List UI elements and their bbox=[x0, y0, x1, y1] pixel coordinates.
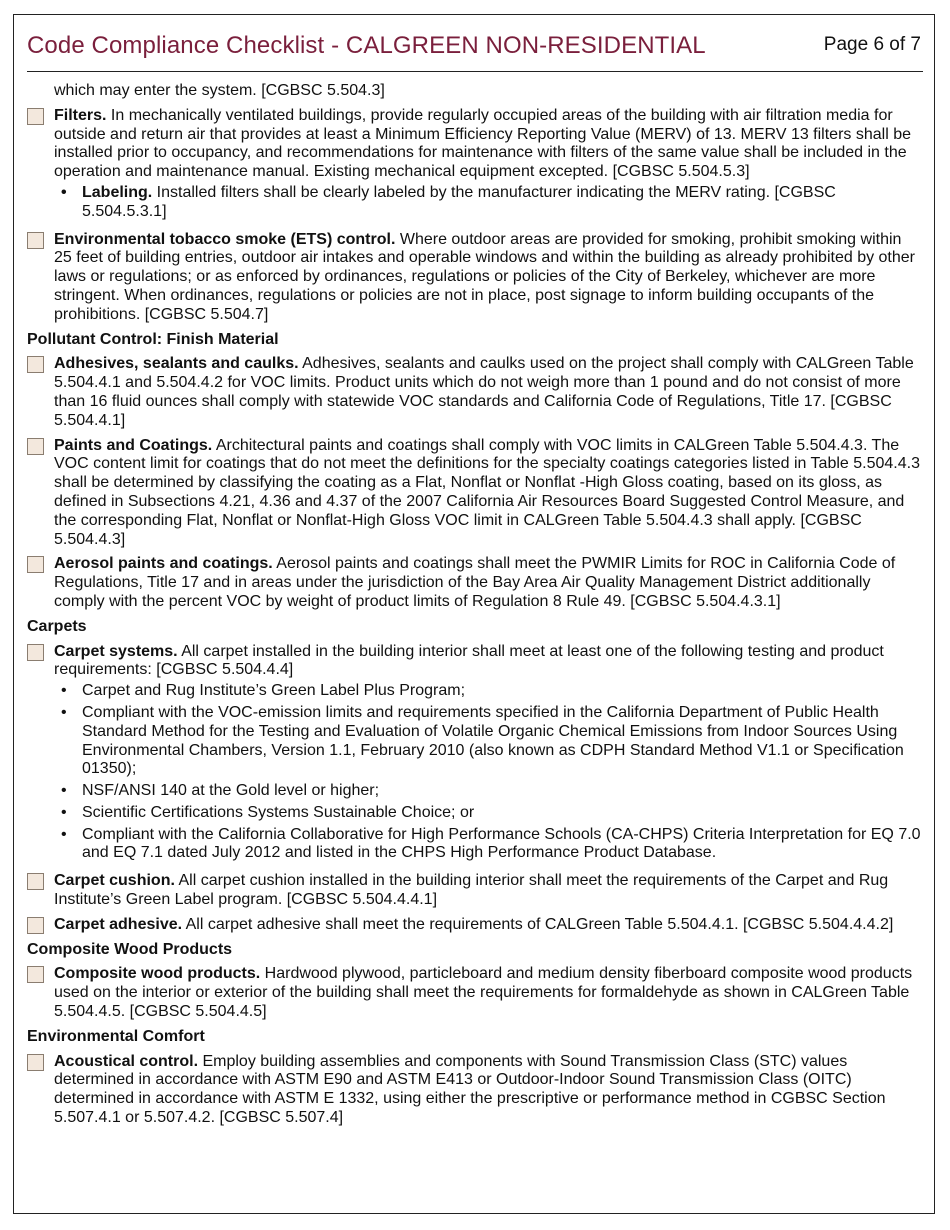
checklist-item-carpet-systems bbox=[27, 643, 923, 867]
checkbox-filters[interactable] bbox=[27, 108, 44, 125]
list-item: • Scientific Certifications Systems Sustainable Choice; or bbox=[54, 804, 923, 823]
item-text: All carpet installed in the building interior shall meet at least one of the following testing and product requirements: [CGBSC 5.504.4.4] bbox=[54, 642, 884, 679]
item-title: Aerosol paints and coatings. bbox=[54, 555, 273, 573]
filters-sub-list bbox=[54, 184, 923, 222]
checklist-item-carpet-adhesive bbox=[27, 916, 923, 935]
item-title: Composite wood products. bbox=[54, 965, 261, 983]
page-title: Code Compliance Checklist - CALGREEN NON-RESIDENTIAL bbox=[27, 32, 706, 59]
checkbox-carpet-systems[interactable] bbox=[27, 644, 44, 661]
item-text: Employ building assemblies and components with Sound Transmission Class (STC) values determined in accordance with ASTM E90 and ASTM E413 or Outdoor-Indoor Sound Transmission Class (OITC) determined in accordance with ASTM E 1332, using either the prescriptive or performance method in CGBSC Section 5.507.4.1 or 5.507.4.2. [CGBSC 5.507.4] bbox=[54, 1052, 886, 1127]
item-text: Aerosol paints and coatings shall meet the PWMIR Limits for ROC in California Code of Regulations, Title 17 and in areas under the jurisdiction of the Bay Area Air Quality Management District additionally comply with the percent VOC by weight of product limits of Regulation 8 Rule 49. [CGBSC 5.504.4.3.1] bbox=[54, 555, 896, 610]
checklist-item-filters bbox=[27, 107, 923, 225]
checklist-item-aerosol bbox=[27, 555, 923, 611]
item-title: Acoustical control. bbox=[54, 1052, 199, 1070]
item-title: Filters. bbox=[54, 106, 107, 124]
item-text: Architectural paints and coatings shall comply with VOC limits in CALGreen Table 5.504.4.3. The VOC content limit for coatings that do not meet the definitions for the specialty coatings categories listed in Table 5.504.4.3 shall be determined by classifying the coating as a Flat, Nonflat or Nonflat -High Gloss coating, based on its gloss, as defined in Subsections 4.21, 4.36 and 4.37 of the 2007 California Air Resources Board Suggested Control Measure, and the corresponding Flat, Nonflat or Nonflat-High Gloss VOC limit in CALGreen Table 5.504.4.3 shall apply. [CGBSC 5.504.4.3] bbox=[54, 436, 920, 548]
item-text: Adhesives, sealants and caulks used on the project shall comply with CALGreen Table 5.504.4.1 and 5.504.4.2 for VOC limits. Product units which do not weigh more than 1 pound and do not consist of more than 16 fluid ounces shall comply with statewide VOC standards and California Code of Regulations, Title 17. [CGBSC 5.504.4.1] bbox=[54, 355, 914, 429]
section-heading-pollutant: Pollutant Control: Finish Material bbox=[27, 330, 279, 348]
list-item: • Labeling. Installed filters shall be clearly labeled by the manufacturer indicating the MERV rating. [CGBSC 5.504.5.3.1] bbox=[54, 184, 923, 222]
item-text: In mechanically ventilated buildings, provide regularly occupied areas of the building with air filtration media for outside and return air that provides at least a Minimum Efficiency Reporting Value (MERV) of 13. MERV 13 filters shall be installed prior to occupancy, and recommendations for maintenance with filters of the same value shall be included in the operation and maintenance manual. Existing mechanical equipment excepted. [CGBSC 5.504.5.3] bbox=[54, 106, 911, 181]
checkbox-wood-products[interactable] bbox=[27, 966, 44, 983]
list-item: • Carpet and Rug Institute’s Green Label Plus Program; bbox=[54, 682, 923, 701]
checkbox-carpet-cushion[interactable] bbox=[27, 873, 44, 890]
item-title: Carpet cushion. bbox=[54, 872, 175, 890]
checklist-item-wood-products bbox=[27, 965, 923, 1021]
item-title: Paints and Coatings. bbox=[54, 436, 213, 454]
checkbox-adhesives[interactable] bbox=[27, 356, 44, 373]
item-title: Carpet systems. bbox=[54, 642, 178, 660]
checklist-content bbox=[27, 82, 923, 1134]
checklist-item-adhesives bbox=[27, 355, 923, 430]
checklist-item-paints bbox=[27, 437, 923, 550]
checklist-item-ets bbox=[27, 231, 923, 325]
item-text: Where outdoor areas are provided for smoking, prohibit smoking within 25 feet of building entries, outdoor air intakes and operable windows and within the building as already prohibited by other laws or regulations; or as enforced by ordinances, regulations or policies of the City of Berkeley, whichever are more stringent. When ordinances, regulations or policies are not in place, post signage to inform building occupants of the prohibitions. [CGBSC 5.504.7] bbox=[54, 230, 915, 323]
item-title: Adhesives, sealants and caulks. bbox=[54, 355, 299, 373]
section-heading-comfort: Environmental Comfort bbox=[27, 1027, 205, 1045]
checkbox-paints[interactable] bbox=[27, 438, 44, 455]
item-text: All carpet adhesive shall meet the requirements of CALGreen Table 5.504.4.1. [CGBSC 5.504.4.4.2] bbox=[182, 915, 894, 933]
page-number: Page 6 of 7 bbox=[823, 34, 921, 55]
checkbox-aerosol[interactable] bbox=[27, 556, 44, 573]
item-text: Hardwood plywood, particleboard and medium density fiberboard composite wood products used on the interior or exterior of the building shall meet the requirements for formaldehyde as shown in CALGreen Table 5.504.4.5. [CGBSC 5.504.4.5] bbox=[54, 965, 913, 1021]
section-heading-carpets: Carpets bbox=[27, 617, 87, 635]
section-heading-wood: Composite Wood Products bbox=[27, 940, 233, 958]
item-title: Environmental tobacco smoke (ETS) control. bbox=[54, 230, 396, 248]
list-item: • NSF/ANSI 140 at the Gold level or higher; bbox=[54, 782, 923, 801]
checkbox-acoustical[interactable] bbox=[27, 1054, 44, 1071]
checklist-item-acoustical bbox=[27, 1053, 923, 1128]
item-subtitle: Labeling. bbox=[82, 183, 153, 201]
carpet-requirements-list bbox=[54, 682, 923, 863]
header-divider bbox=[27, 71, 923, 72]
checklist-item-carpet-cushion bbox=[27, 872, 923, 910]
checkbox-carpet-adhesive[interactable] bbox=[27, 917, 44, 934]
checkbox-ets[interactable] bbox=[27, 232, 44, 249]
continued-text: which may enter the system. [CGBSC 5.504.3] bbox=[54, 82, 385, 99]
page-header bbox=[13, 14, 935, 72]
list-item: • Compliant with the VOC-emission limits and requirements specified in the California Department of Public Health Standard Method for the Testing and Evaluation of Volatile Organic Chemical Emissions from Indoor Sources Using Environmental Chambers, Version 1.1, February 2010 (also known as CDPH Standard Method V1.1 or Specification 01350); bbox=[54, 704, 923, 779]
item-text: All carpet cushion installed in the building interior shall meet the requirements of the Carpet and Rug Institute’s Green Label program. [CGBSC 5.504.4.4.1] bbox=[54, 872, 889, 909]
list-item: • Compliant with the California Collaborative for High Performance Schools (CA-CHPS) Criteria Interpretation for EQ 7.0 and EQ 7.1 dated July 2012 and listed in the CHPS High Performance Product Database. bbox=[54, 826, 923, 864]
item-title: Carpet adhesive. bbox=[54, 915, 183, 933]
